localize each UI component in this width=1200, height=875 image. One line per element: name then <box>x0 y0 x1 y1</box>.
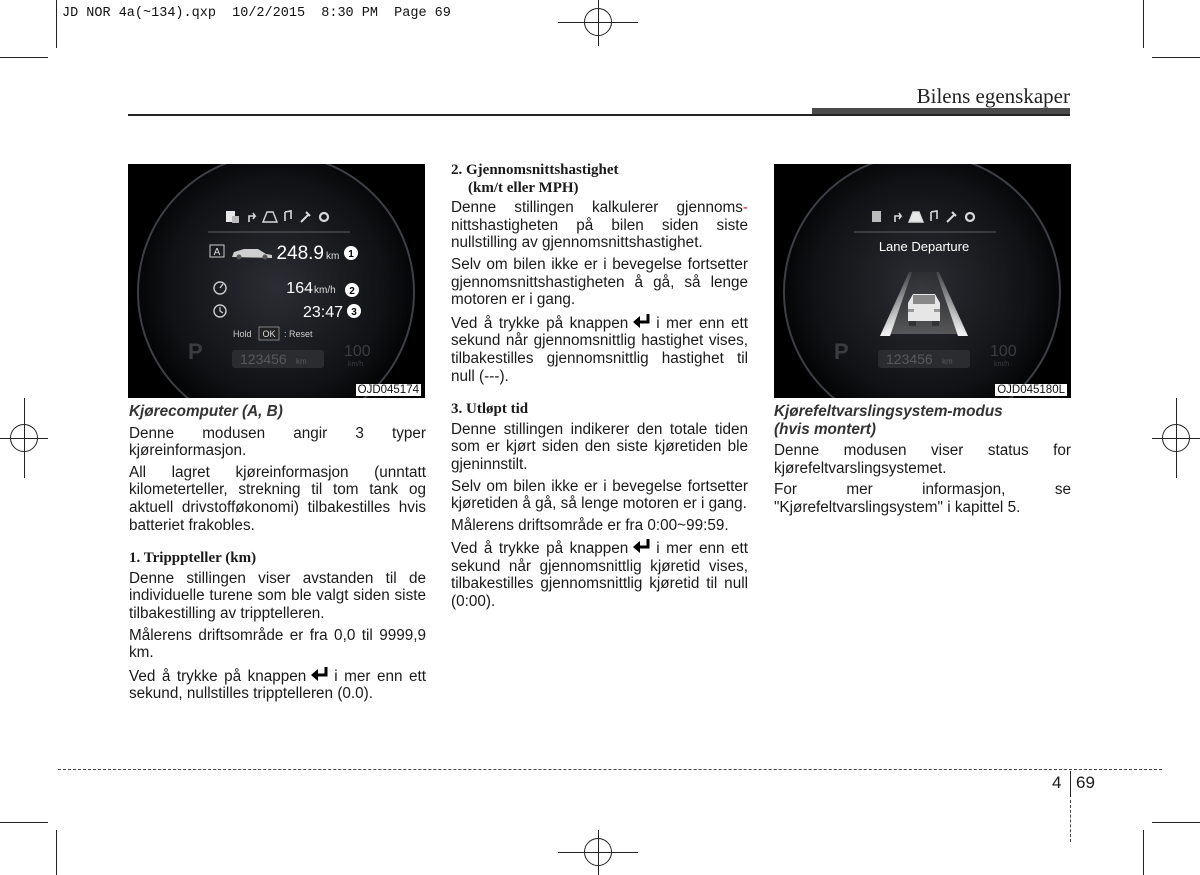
print-slug: JD NOR 4a(~134).qxp 10/2/2015 8:30 PM Page 69 <box>62 6 451 21</box>
paragraph: Denne stillingen indikerer den totale tiden som er kjørt siden den siste kjøretiden ble gjeninnstilt. <box>451 420 748 473</box>
elapsed-time-value: 23:47 <box>302 304 343 321</box>
paragraph: Denne modusen angir 3 typer kjøreinformasjon. <box>129 424 426 460</box>
item-heading: 3. Utløpt tid <box>451 401 529 418</box>
figure-trip-computer <box>128 164 425 398</box>
gear-indicator: P <box>834 339 849 364</box>
paragraph <box>451 313 748 385</box>
enter-key-icon <box>632 538 652 556</box>
subsection-heading: (hvis montert) <box>774 420 876 438</box>
avg-speed-value: 164 <box>286 280 313 297</box>
crop-mark <box>1152 57 1200 58</box>
ghost-speed-unit: km/h <box>348 361 364 368</box>
paragraph: Selv om bilen ikke er i bevegelse fortsetter gjennomsnittshastigheten å gå, så lenge motoren er i gang. <box>451 255 748 309</box>
crop-mark <box>1143 0 1144 48</box>
text-run: nittshastigheten på bilen siden siste nullstilling av gjennomsnittshastighet. <box>451 216 748 252</box>
odometer-value: 123456 <box>886 351 933 367</box>
subsection-heading: Kjørecomputer (A, B) <box>129 403 283 420</box>
registration-mark-left <box>0 398 48 478</box>
heading-line: (km/t eller MPH) <box>468 179 579 196</box>
enter-key-icon <box>632 313 652 331</box>
odometer-unit: km <box>942 357 953 366</box>
paragraph: Målerens driftsområde er fra 0:00~99:59. <box>451 516 729 534</box>
ghost-speed-value: 100 <box>344 343 371 360</box>
footer-divider-lower <box>1070 800 1071 842</box>
crop-mark <box>0 57 48 58</box>
column-1 <box>129 403 426 707</box>
header-rule <box>128 114 1070 116</box>
paragraph <box>451 199 748 252</box>
paragraph: Selv om bilen ikke er i bevegelse fortsetter kjøretiden å gå, så lenge motoren er i gang. <box>451 477 748 513</box>
heading-line: 2. Gjennomsnittshastighet <box>451 162 619 178</box>
mode-badge-a: A <box>213 247 221 258</box>
column-3 <box>774 403 1071 521</box>
text-run: Denne stillingen kalkulerer gjennoms <box>451 199 743 217</box>
avg-speed-unit: km/h <box>314 285 336 296</box>
footer-rule <box>58 769 1162 770</box>
ok-key-label: OK <box>262 329 276 339</box>
figure-code: OJD045174 <box>357 384 419 396</box>
crop-mark <box>56 0 57 48</box>
footer-divider-upper <box>1070 771 1071 797</box>
crop-mark <box>56 830 57 875</box>
odometer-value: 123456 <box>240 351 287 367</box>
section-title: Bilens egenskaper <box>916 84 1070 108</box>
paragraph: All lagret kjøreinformasjon (unntatt kilometerteller, strekning til tom tank og aktuell drivstofføkonomi) tilbakestilles hvis batteriet frakobles. <box>129 463 426 534</box>
callout-3: 3 <box>351 307 357 318</box>
paragraph <box>129 666 426 703</box>
paragraph: For mer informasjon, se "Kjørefeltvarslingsystem" i kapittel 5. <box>774 481 1071 516</box>
paragraph: Målerens driftsområde er fra 0,0 til 9999,9 km. <box>129 626 426 662</box>
registration-mark-right <box>1152 398 1200 478</box>
hold-label: Hold <box>233 329 252 339</box>
figure-code: OJD045180L <box>997 384 1065 396</box>
text-run: Ved å trykke på knappen <box>129 667 307 685</box>
crop-mark <box>1143 830 1144 875</box>
gear-indicator: P <box>188 339 203 364</box>
enter-key-icon <box>310 666 330 684</box>
text-run: i mer enn ett sekund, nullstilles tripptelleren (0.0). <box>129 667 426 703</box>
lane-departure-label: Lane Departure <box>878 239 970 254</box>
text-run: i mer enn ett sekund når gjennomsnittlig kjøretid vises, tilbakestilles gjennomsnittlig kjøretid til null (0:00). <box>451 540 748 611</box>
registration-mark-top <box>558 0 638 60</box>
ghost-speed-unit: km/h <box>994 361 1010 368</box>
text-run: Ved å trykke på knappen <box>451 314 629 332</box>
item-heading <box>451 162 748 197</box>
crop-mark <box>0 822 48 823</box>
item-heading: 1. Tripppteller (km) <box>129 550 257 567</box>
ghost-speed-value: 100 <box>990 343 1017 360</box>
subsection-heading: Kjørefeltvarslingsystem-modus <box>774 403 1003 420</box>
crop-mark <box>1152 822 1200 823</box>
odometer-unit: km <box>296 357 307 366</box>
trip-unit: km <box>326 251 340 262</box>
paragraph: Denne stillingen viser avstanden til de individuelle turene som ble valgt siden siste tilbakestilling av tripptelleren. <box>129 569 426 622</box>
hyphen-mark: - <box>742 199 748 217</box>
reset-label: : Reset <box>284 329 313 339</box>
page-number: 69 <box>1076 773 1095 792</box>
callout-1: 1 <box>348 249 354 260</box>
figure-lane-departure <box>774 164 1071 398</box>
text-run: Ved å trykke på knappen <box>451 540 629 558</box>
paragraph <box>451 538 748 610</box>
text-run: i mer enn ett sekund når gjennomsnittlig hastighet vises, tilbakestilles gjennomsnittlig hastighet til null (---). <box>451 314 748 385</box>
callout-2: 2 <box>349 286 355 297</box>
paragraph: Denne modusen viser status for kjørefeltvarslingsystemet. <box>774 442 1071 477</box>
registration-mark-bottom <box>558 820 638 875</box>
column-2 <box>451 162 748 615</box>
chapter-number: 4 <box>1052 773 1062 792</box>
trip-value: 248.9 <box>276 243 324 264</box>
